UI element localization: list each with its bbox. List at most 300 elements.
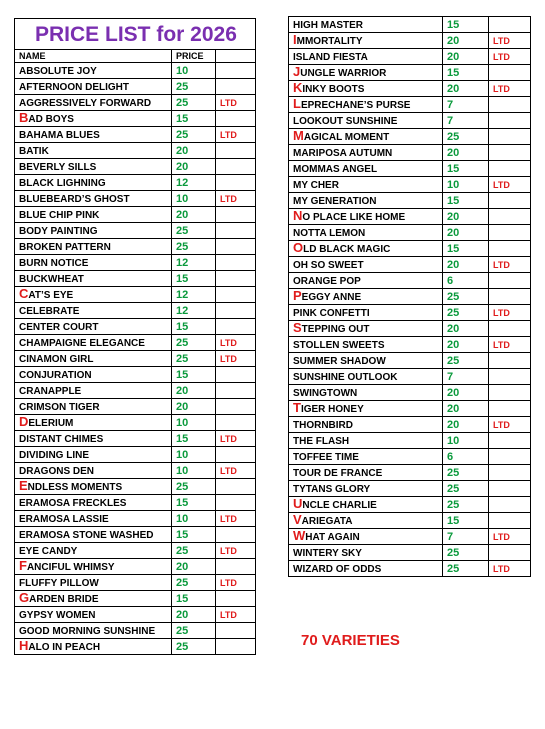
variety-name-text: THE FLASH bbox=[293, 435, 350, 447]
variety-price: 10 bbox=[443, 177, 489, 193]
variety-price: 20 bbox=[172, 207, 216, 223]
variety-name-text: ERAMOSA LASSIE bbox=[19, 513, 109, 525]
variety-name-text: BLACK LIGHNING bbox=[19, 177, 106, 189]
variety-name-text: ERAMOSA FRECKLES bbox=[19, 497, 127, 509]
variety-name bbox=[15, 639, 172, 655]
variety-name bbox=[289, 561, 443, 577]
variety-name-text: CENTER COURT bbox=[19, 321, 99, 333]
variety-initial: S bbox=[293, 320, 302, 335]
variety-price: 15 bbox=[172, 111, 216, 127]
variety-name bbox=[15, 575, 172, 591]
variety-name bbox=[289, 225, 443, 241]
table-row bbox=[289, 353, 531, 369]
ltd-flag bbox=[489, 145, 531, 161]
ltd-flag bbox=[489, 289, 531, 305]
variety-name-text: GYPSY WOMEN bbox=[19, 609, 96, 621]
variety-name-text: ERAMOSA STONE WASHED bbox=[19, 529, 154, 541]
variety-name-text: AFTERNOON DELIGHT bbox=[19, 81, 129, 93]
variety-name bbox=[289, 81, 443, 97]
table-row bbox=[15, 447, 256, 463]
variety-name bbox=[15, 335, 172, 351]
variety-initial: G bbox=[19, 590, 30, 605]
variety-initial: F bbox=[19, 558, 27, 573]
variety-name bbox=[289, 49, 443, 65]
variety-price: 25 bbox=[172, 335, 216, 351]
table-row bbox=[289, 209, 531, 225]
variety-price: 25 bbox=[443, 545, 489, 561]
variety-name bbox=[289, 481, 443, 497]
variety-name bbox=[289, 129, 443, 145]
table-row bbox=[15, 111, 256, 127]
variety-name bbox=[289, 417, 443, 433]
variety-name-text: HIGH MASTER bbox=[293, 19, 363, 31]
variety-name bbox=[289, 353, 443, 369]
ltd-flag bbox=[216, 63, 256, 79]
variety-name-text: ARIEGATA bbox=[301, 515, 353, 527]
variety-name-text: CRANAPPLE bbox=[19, 385, 82, 397]
table-row bbox=[15, 607, 256, 623]
variety-price: 20 bbox=[443, 33, 489, 49]
variety-price: 20 bbox=[172, 143, 216, 159]
ltd-flag: LTD bbox=[216, 431, 256, 447]
variety-name bbox=[15, 63, 172, 79]
variety-name-text: BATIK bbox=[19, 145, 49, 157]
table-row bbox=[289, 177, 531, 193]
variety-name-text: AGGRESSIVELY FORWARD bbox=[19, 97, 152, 109]
variety-price: 25 bbox=[172, 79, 216, 95]
ltd-flag bbox=[216, 639, 256, 655]
variety-name bbox=[15, 79, 172, 95]
variety-name bbox=[289, 465, 443, 481]
variety-initial: T bbox=[293, 400, 301, 415]
variety-price: 10 bbox=[443, 433, 489, 449]
table-row bbox=[289, 385, 531, 401]
variety-price: 25 bbox=[443, 289, 489, 305]
variety-name bbox=[15, 607, 172, 623]
variety-name-text: DRAGONS DEN bbox=[19, 465, 95, 477]
variety-name bbox=[289, 449, 443, 465]
variety-name-text: MOMMAS ANGEL bbox=[293, 163, 378, 175]
variety-name-text: FLUFFY PILLOW bbox=[19, 577, 99, 589]
ltd-flag bbox=[489, 273, 531, 289]
variety-name bbox=[15, 447, 172, 463]
table-row bbox=[289, 113, 531, 129]
variety-name-text: WINTERY SKY bbox=[293, 547, 362, 559]
table-row bbox=[15, 431, 256, 447]
variety-name bbox=[15, 399, 172, 415]
table-row bbox=[289, 529, 531, 545]
table-row bbox=[15, 591, 256, 607]
table-row bbox=[15, 575, 256, 591]
variety-name-text: LOOKOUT SUNSHINE bbox=[293, 115, 398, 127]
table-row bbox=[289, 497, 531, 513]
ltd-flag bbox=[489, 97, 531, 113]
ltd-flag bbox=[489, 17, 531, 33]
variety-price: 12 bbox=[172, 287, 216, 303]
ltd-column-header bbox=[216, 50, 256, 63]
variety-price: 6 bbox=[443, 273, 489, 289]
ltd-flag: LTD bbox=[216, 511, 256, 527]
variety-name-text: ELERIUM bbox=[28, 417, 74, 429]
variety-price: 20 bbox=[172, 159, 216, 175]
variety-name bbox=[15, 351, 172, 367]
variety-name-text: STOLLEN SWEETS bbox=[293, 339, 385, 351]
ltd-flag bbox=[216, 479, 256, 495]
variety-name bbox=[15, 463, 172, 479]
variety-name bbox=[289, 497, 443, 513]
variety-name bbox=[289, 33, 443, 49]
variety-name bbox=[15, 255, 172, 271]
price-column-header: PRICE bbox=[172, 50, 216, 63]
variety-name-text: LD BLACK MAGIC bbox=[303, 243, 391, 255]
variety-name-text: MY CHER bbox=[293, 179, 339, 191]
variety-name-text: BROKEN PATTERN bbox=[19, 241, 111, 253]
variety-initial: B bbox=[19, 110, 29, 125]
table-row bbox=[15, 479, 256, 495]
variety-name bbox=[289, 177, 443, 193]
variety-name bbox=[15, 511, 172, 527]
variety-price: 10 bbox=[172, 511, 216, 527]
variety-price: 25 bbox=[443, 561, 489, 577]
table-row bbox=[289, 417, 531, 433]
ltd-flag: LTD bbox=[216, 351, 256, 367]
ltd-flag: LTD bbox=[489, 33, 531, 49]
variety-name-text: CONJURATION bbox=[19, 369, 92, 381]
variety-price: 25 bbox=[172, 223, 216, 239]
variety-initial: E bbox=[19, 478, 28, 493]
ltd-flag: LTD bbox=[216, 543, 256, 559]
variety-name bbox=[15, 287, 172, 303]
variety-name bbox=[289, 273, 443, 289]
variety-name bbox=[289, 209, 443, 225]
variety-name bbox=[15, 303, 172, 319]
variety-price: 25 bbox=[172, 623, 216, 639]
variety-price: 15 bbox=[443, 65, 489, 81]
variety-name-text: EYE CANDY bbox=[19, 545, 78, 557]
variety-price: 7 bbox=[443, 369, 489, 385]
ltd-flag bbox=[489, 353, 531, 369]
variety-name bbox=[289, 529, 443, 545]
variety-initial: W bbox=[293, 528, 306, 543]
variety-price: 15 bbox=[172, 271, 216, 287]
variety-name-text: DISTANT CHIMES bbox=[19, 433, 104, 445]
variety-name-text: WIZARD OF ODDS bbox=[293, 563, 382, 575]
ltd-flag bbox=[216, 111, 256, 127]
ltd-flag bbox=[216, 207, 256, 223]
variety-price: 20 bbox=[443, 49, 489, 65]
ltd-flag bbox=[489, 449, 531, 465]
variety-price: 20 bbox=[443, 257, 489, 273]
variety-name bbox=[15, 223, 172, 239]
variety-name-text: ALO IN PEACH bbox=[28, 641, 101, 653]
table-row bbox=[289, 401, 531, 417]
variety-name-text: DIVIDING LINE bbox=[19, 449, 90, 461]
variety-price: 20 bbox=[443, 385, 489, 401]
table-row bbox=[15, 207, 256, 223]
table-row bbox=[289, 369, 531, 385]
ltd-flag: LTD bbox=[489, 337, 531, 353]
ltd-flag bbox=[216, 495, 256, 511]
variety-name bbox=[289, 97, 443, 113]
table-row bbox=[289, 561, 531, 577]
variety-name-text: SWINGTOWN bbox=[293, 387, 358, 399]
variety-name-text: CRIMSON TIGER bbox=[19, 401, 100, 413]
variety-price: 20 bbox=[443, 401, 489, 417]
variety-name bbox=[289, 65, 443, 81]
table-row bbox=[289, 465, 531, 481]
variety-initial: J bbox=[293, 64, 301, 79]
table-row bbox=[15, 367, 256, 383]
variety-price: 15 bbox=[443, 161, 489, 177]
ltd-flag bbox=[489, 129, 531, 145]
variety-price: 20 bbox=[443, 417, 489, 433]
variety-name-text: ABSOLUTE JOY bbox=[19, 65, 97, 77]
name-column-header: NAME bbox=[15, 50, 172, 63]
ltd-flag bbox=[489, 513, 531, 529]
table-row bbox=[15, 495, 256, 511]
variety-price: 25 bbox=[172, 95, 216, 111]
variety-price: 25 bbox=[443, 481, 489, 497]
variety-name-text: SUNSHINE OUTLOOK bbox=[293, 371, 398, 383]
table-row bbox=[15, 79, 256, 95]
ltd-flag bbox=[216, 143, 256, 159]
variety-name bbox=[289, 17, 443, 33]
variety-price: 10 bbox=[172, 463, 216, 479]
variety-name-text: BEVERLY SILLS bbox=[19, 161, 97, 173]
varieties-count: 70 VARIETIES bbox=[301, 632, 400, 649]
variety-name-text: NCLE CHARLIE bbox=[302, 499, 377, 511]
ltd-flag: LTD bbox=[216, 575, 256, 591]
variety-name-text: SUMMER SHADOW bbox=[293, 355, 386, 367]
variety-name bbox=[15, 383, 172, 399]
ltd-flag bbox=[489, 545, 531, 561]
variety-name-text: UNGLE WARRIOR bbox=[300, 67, 387, 79]
variety-price: 7 bbox=[443, 529, 489, 545]
variety-price: 25 bbox=[443, 353, 489, 369]
table-row bbox=[15, 271, 256, 287]
table-row bbox=[15, 95, 256, 111]
variety-name bbox=[15, 175, 172, 191]
variety-price: 7 bbox=[443, 97, 489, 113]
table-row bbox=[289, 449, 531, 465]
table-row bbox=[289, 161, 531, 177]
ltd-flag bbox=[216, 223, 256, 239]
variety-initial: P bbox=[293, 288, 302, 303]
variety-name bbox=[15, 95, 172, 111]
variety-price: 15 bbox=[172, 591, 216, 607]
variety-name bbox=[15, 415, 172, 431]
ltd-flag bbox=[489, 433, 531, 449]
variety-price: 15 bbox=[172, 431, 216, 447]
variety-name bbox=[15, 367, 172, 383]
variety-name-text: IGER HONEY bbox=[300, 403, 364, 415]
variety-name bbox=[15, 127, 172, 143]
variety-name bbox=[289, 289, 443, 305]
ltd-flag: LTD bbox=[489, 177, 531, 193]
variety-name-text: CELEBRATE bbox=[19, 305, 80, 317]
variety-price: 20 bbox=[443, 209, 489, 225]
variety-name-text: PINK CONFETTI bbox=[293, 307, 370, 319]
variety-initial: N bbox=[293, 208, 303, 223]
ltd-flag bbox=[216, 623, 256, 639]
ltd-flag bbox=[216, 559, 256, 575]
table-row bbox=[15, 623, 256, 639]
variety-price: 25 bbox=[172, 543, 216, 559]
ltd-flag bbox=[216, 447, 256, 463]
ltd-flag bbox=[216, 271, 256, 287]
variety-name bbox=[15, 207, 172, 223]
variety-name-text: ISLAND FIESTA bbox=[293, 51, 368, 63]
variety-price: 20 bbox=[172, 559, 216, 575]
table-row bbox=[15, 223, 256, 239]
table-row bbox=[15, 143, 256, 159]
ltd-flag bbox=[216, 591, 256, 607]
variety-price: 7 bbox=[443, 113, 489, 129]
table-row bbox=[289, 241, 531, 257]
variety-name-text: TYTANS GLORY bbox=[293, 483, 371, 495]
ltd-flag bbox=[489, 481, 531, 497]
variety-name bbox=[289, 113, 443, 129]
variety-name-text: TOFFEE TIME bbox=[293, 451, 359, 463]
variety-name bbox=[289, 513, 443, 529]
ltd-flag bbox=[216, 239, 256, 255]
variety-price: 15 bbox=[443, 241, 489, 257]
ltd-flag: LTD bbox=[489, 529, 531, 545]
table-row bbox=[15, 351, 256, 367]
variety-name bbox=[15, 431, 172, 447]
variety-price: 25 bbox=[443, 305, 489, 321]
ltd-flag bbox=[216, 175, 256, 191]
table-row bbox=[15, 159, 256, 175]
table-row bbox=[15, 63, 256, 79]
variety-initial: D bbox=[19, 414, 29, 429]
ltd-flag: LTD bbox=[216, 607, 256, 623]
variety-name bbox=[289, 337, 443, 353]
table-row bbox=[15, 255, 256, 271]
variety-name-text: MY GENERATION bbox=[293, 195, 377, 207]
table-row bbox=[289, 337, 531, 353]
variety-name bbox=[289, 257, 443, 273]
variety-name-text: NOTTA LEMON bbox=[293, 227, 366, 239]
table-row bbox=[289, 145, 531, 161]
ltd-flag bbox=[216, 287, 256, 303]
variety-name bbox=[15, 159, 172, 175]
ltd-flag bbox=[489, 161, 531, 177]
variety-name bbox=[15, 319, 172, 335]
table-row bbox=[15, 383, 256, 399]
table-row bbox=[289, 305, 531, 321]
table-row bbox=[15, 527, 256, 543]
variety-name bbox=[15, 495, 172, 511]
table-row bbox=[289, 81, 531, 97]
variety-price: 6 bbox=[443, 449, 489, 465]
variety-price: 15 bbox=[443, 17, 489, 33]
variety-price: 20 bbox=[172, 607, 216, 623]
variety-name bbox=[289, 241, 443, 257]
variety-name bbox=[15, 623, 172, 639]
variety-name bbox=[289, 433, 443, 449]
variety-price: 15 bbox=[172, 367, 216, 383]
variety-name-text: MARIPOSA AUTUMN bbox=[293, 147, 393, 159]
table-row bbox=[15, 127, 256, 143]
variety-price: 15 bbox=[172, 527, 216, 543]
variety-initial: V bbox=[293, 512, 302, 527]
variety-name-text: MMORTALITY bbox=[296, 35, 363, 47]
title-row bbox=[15, 19, 256, 50]
table-row bbox=[289, 65, 531, 81]
variety-name bbox=[289, 305, 443, 321]
table-row bbox=[15, 239, 256, 255]
variety-name-text: BURN NOTICE bbox=[19, 257, 89, 269]
variety-price: 12 bbox=[172, 175, 216, 191]
variety-price: 20 bbox=[443, 225, 489, 241]
variety-name-text: BLUEBEARD’S GHOST bbox=[19, 193, 130, 205]
table-row bbox=[289, 513, 531, 529]
table-row bbox=[289, 17, 531, 33]
table-row bbox=[15, 191, 256, 207]
ltd-flag: LTD bbox=[489, 305, 531, 321]
ltd-flag bbox=[489, 65, 531, 81]
variety-initial: I bbox=[293, 32, 297, 47]
table-row bbox=[289, 273, 531, 289]
table-row bbox=[289, 97, 531, 113]
variety-name bbox=[15, 239, 172, 255]
variety-name-text: OH SO SWEET bbox=[293, 259, 364, 271]
variety-price: 20 bbox=[443, 337, 489, 353]
variety-price: 25 bbox=[172, 575, 216, 591]
variety-name-text: EGGY ANNE bbox=[301, 291, 362, 303]
variety-name-text: INKY BOOTS bbox=[302, 83, 365, 95]
variety-name-text: BUCKWHEAT bbox=[19, 273, 84, 285]
ltd-flag bbox=[216, 303, 256, 319]
variety-initial: C bbox=[19, 286, 29, 301]
ltd-flag bbox=[216, 319, 256, 335]
variety-price: 10 bbox=[172, 447, 216, 463]
table-row bbox=[15, 287, 256, 303]
ltd-flag: LTD bbox=[216, 335, 256, 351]
table-row bbox=[15, 463, 256, 479]
variety-name bbox=[15, 143, 172, 159]
variety-price: 20 bbox=[172, 383, 216, 399]
right-price-table bbox=[288, 16, 531, 577]
variety-name-text: THORNBIRD bbox=[293, 419, 353, 431]
variety-name bbox=[15, 527, 172, 543]
table-row bbox=[15, 175, 256, 191]
table-row bbox=[15, 559, 256, 575]
table-row bbox=[15, 543, 256, 559]
variety-price: 25 bbox=[172, 639, 216, 655]
table-row bbox=[289, 129, 531, 145]
table-row bbox=[15, 639, 256, 655]
table-row bbox=[289, 49, 531, 65]
variety-initial: U bbox=[293, 496, 303, 511]
page-title: PRICE LIST for 2026 bbox=[15, 19, 256, 50]
variety-price: 10 bbox=[172, 191, 216, 207]
variety-price: 10 bbox=[172, 415, 216, 431]
variety-name-text: BLUE CHIP PINK bbox=[19, 209, 100, 221]
ltd-flag: LTD bbox=[489, 417, 531, 433]
variety-name-text: HAT AGAIN bbox=[305, 531, 360, 543]
ltd-flag: LTD bbox=[489, 81, 531, 97]
ltd-flag bbox=[489, 385, 531, 401]
ltd-flag bbox=[216, 255, 256, 271]
variety-price: 15 bbox=[443, 193, 489, 209]
table-row bbox=[15, 319, 256, 335]
variety-price: 25 bbox=[443, 129, 489, 145]
ltd-flag: LTD bbox=[489, 561, 531, 577]
variety-name-text: GOOD MORNING SUNSHINE bbox=[19, 625, 156, 637]
variety-price: 25 bbox=[172, 239, 216, 255]
